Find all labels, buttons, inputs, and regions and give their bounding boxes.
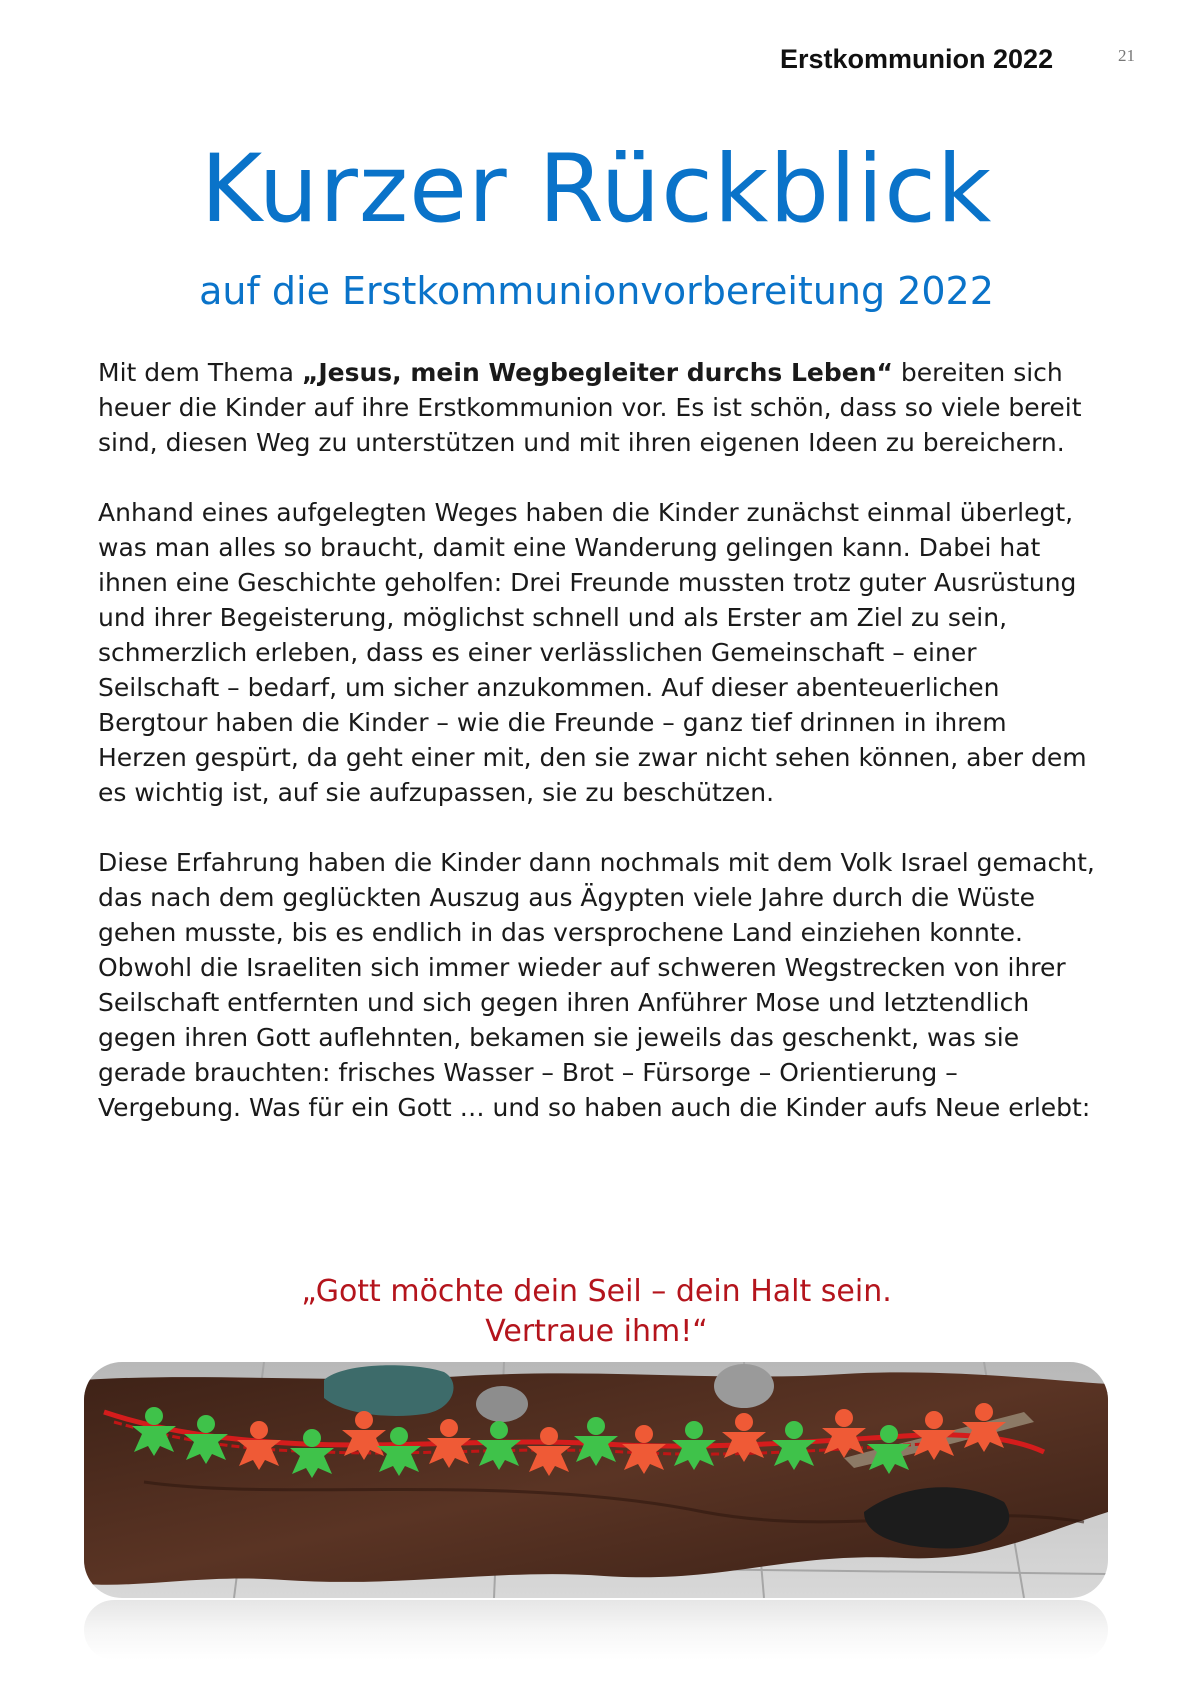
photo-path-with-figures bbox=[84, 1362, 1108, 1598]
quote-line-1: „Gott möchte dein Seil – dein Halt sein. bbox=[301, 1274, 892, 1309]
highlight-quote bbox=[0, 1272, 1193, 1352]
stone-2 bbox=[714, 1364, 774, 1408]
header-title: Erstkommunion 2022 bbox=[780, 44, 1054, 74]
photo-illustration bbox=[84, 1362, 1108, 1598]
quote-line-2: Vertraue ihm!“ bbox=[485, 1314, 708, 1349]
paragraph-1 bbox=[98, 355, 1098, 460]
paragraph-3: Diese Erfahrung haben die Kinder dann nochmals mit dem Volk Israel gemacht, das nach dem geglückten Auszug aus Ägypten viele Jahre durch die Wüste gehen musste, bis es endlich in das versprochene Land einziehen konnte. Obwohl die Israeliten sich immer wieder auf schweren Wegstrecken von ihrer Seilschaft entfernten und sich gegen ihren Anführer Mose und letztendlich gegen ihren Gott auflehnten, bekamen sie jeweils das geschenkt, was sie gerade brauchten: frisches Wasser – Brot – Fürsorge – Orientierung – Vergebung. Was für ein Gott … und so haben auch die Kinder aufs Neue erlebt: bbox=[98, 848, 1095, 1122]
photo-reflection bbox=[84, 1600, 1108, 1660]
paragraph-1-intro: Mit dem Thema bbox=[98, 358, 302, 387]
page-title: Kurzer Rückblick bbox=[200, 135, 993, 244]
stone-1 bbox=[476, 1386, 528, 1422]
article-body bbox=[98, 355, 1098, 1160]
brown-cloth bbox=[84, 1372, 1108, 1584]
theme-title: „Jesus, mein Wegbegleiter durchs Leben“ bbox=[301, 358, 893, 387]
page-subtitle: auf die Erstkommunionvorbereitung 2022 bbox=[199, 269, 994, 313]
page-number: 21 bbox=[1118, 46, 1135, 65]
paragraph-1-rest: bereiten sich heuer die Kinder auf ihre Erstkommunion vor. Es ist schön, dass so viele bereit sind, diesen Weg zu unterstützen und mit ihren eigenen Ideen zu bereichern. bbox=[98, 358, 1082, 457]
paragraph-2: Anhand eines aufgelegten Weges haben die Kinder zunächst einmal überlegt, was man alles so braucht, damit eine Wanderung gelingen kann. Dabei hat ihnen eine Geschichte geholfen: Drei Freunde mussten trotz guter Ausrüstung und ihrer Begeisterung, möglichst schnell und als Erster am Ziel zu sein, schmerzlich erleben, dass es einer verlässlichen Gemeinschaft – einer Seilschaft – bedarf, um sicher anzukommen. Auf dieser abenteuerlichen Bergtour haben die Kinder – wie die Freunde – ganz tief drinnen in ihrem Herzen gespürt, da geht einer mit, den sie zwar nicht sehen können, aber dem es wichtig ist, auf sie aufzupassen, sie zu beschützen. bbox=[98, 498, 1087, 807]
